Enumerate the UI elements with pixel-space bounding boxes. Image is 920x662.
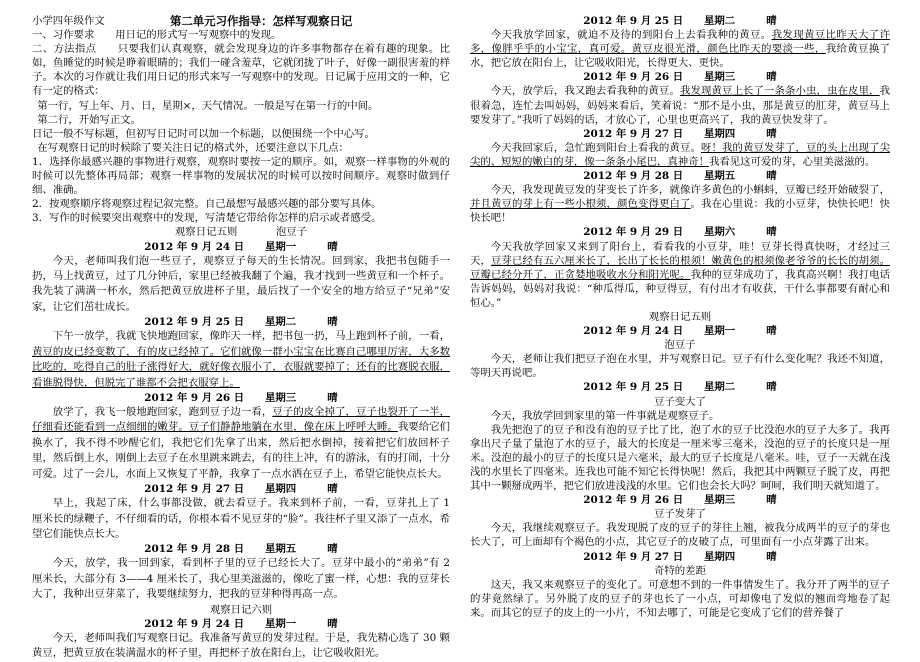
document-header — [32, 14, 450, 28]
entry-text — [470, 84, 890, 126]
entry-text-underlined: 豆子的皮全掉了，豆子也裂开了一半，仔细看还能看到一点细细的嫩芽。豆子们静静地躺在水里，像在床上呼呼大睡。 — [32, 406, 451, 434]
entry-text-underlined: 黄豆的皮已经变数了，有的皮已经掉了。它们就像一群小宝宝在比赛自己哪里厉害，大多数比吃的，吃得自己的肚子涨得好大，就好像衣服小了，衣服就要掉了；还有的比赛脱衣服，看谁脱得快，但脱完了谁都不会把衣服穿上。 — [32, 345, 450, 389]
entry-date: 2012 年 9 月 25 日 星期二 晴 — [583, 381, 777, 394]
entry-text — [470, 28, 890, 70]
entry-date: 2012 年 9 月 25 日 星期二 晴 — [144, 316, 338, 329]
entry-subtitle: 奇特的差距 — [654, 564, 706, 577]
guide-format-line1: 第一行，写上年、月、日，星期×，天气情况。一般是写在第一行的中间。 — [37, 99, 379, 112]
entry-text-plain: 今天我放学回家，就迫不及待的到阳台上去看我种的黄豆。 — [490, 29, 772, 42]
entry-text: 这天，我又来观察豆子的变化了。可意想不到的一件事情发生了。我分开了两半的豆子的芽竟然绿了。另外脱了皮的豆子的芽也长了一小点，可却像电了发似的翘而弯地卷了起来。而其它的豆子的皮上的一小片，不知去哪了，可能是它变成了它们的营养餐了 — [470, 578, 890, 619]
next-diary-heading: 观察日记六则 — [209, 603, 273, 616]
entry-date: 2012 年 9 月 25 日 星期二 晴 — [583, 15, 777, 27]
entry-date: 2012 年 9 月 24 日 星期一 晴 — [144, 240, 338, 253]
entry-subtitle: 豆子发芽了 — [654, 508, 706, 521]
entry-text-plain: 放学了，我飞一般地跑回家，跑到豆子边一看， — [52, 406, 273, 419]
entry-text — [470, 240, 890, 310]
entry-text: 今天，老师叫我们泡一些豆子，观察豆子每天的生长情况。回到家，我把书包随手一扔，马上找黄豆，过了几分钟后，家里已经被我翻了个遍，我才找到一些黄豆和一个杯子。我先装了满满一杯水，然后把黄豆放进杯子里，最后找了一个安全的地方给豆子“兄弟”安家，让它们茁壮成长。 — [32, 254, 450, 313]
entry-date: 2012 年 9 月 29 日 星期六 晴 — [583, 226, 777, 239]
page-title: 第二单元习作指导：怎样写观察日记 — [170, 14, 353, 28]
entry-text: 今天，老师让我们把豆子泡在水里，并写观察日记。豆子有什么变化呢？我还不知道，等明天再说吧。 — [470, 353, 890, 380]
entry-date: 2012 年 9 月 26 日 星期三 晴 — [583, 71, 777, 84]
right-column — [470, 14, 890, 620]
entry-text-rest: 。我在心里说：我的小豆芽，快快长吧！快快长吧！ — [470, 198, 891, 225]
entry-text-underlined: 呀！我的黄豆发芽了，豆的头上出现了尖尖的、短短的嫩白的芽，像一条条小尾巴，真神奇！ — [470, 141, 891, 168]
entry-text: 我先把泡了的豆子和没有泡的豆子比了比，泡了水的豆子比没泡水的豆子大多了。我再拿出尺子量了量泡了水的豆子，最大的长度是一厘米零三毫米，没泡的豆子的长度只是一厘米。没泡的最小的豆子的长度只是六毫米，最大的豆子长度是八毫米。哇，豆子一天就在浅浅的水里长了四毫米。连我也可能不知它长得快呢！然后，我把其中两颗豆子脱了皮，再把其中一颗掰成两半，把它们放进浅浅的水里。它们也会长大吗？呵呵，我们明天就知道了。 — [470, 423, 890, 493]
entry-subtitle: 豆子变大了 — [654, 395, 706, 408]
guide-attention: 在写观察日记的时候除了要关注日记的格式外，还要注意以下几点： — [37, 141, 349, 154]
entry-text-underlined: 并且黄豆的芽上有一些小根须，颜色变得更白了 — [470, 198, 691, 211]
entry-text-rest: 我看见这可爱的芽，心里美滋滋的。 — [708, 155, 876, 168]
guide-point-1: 1．选择你最感兴趣的事物进行观察，观察时要按一定的顺序。如，观察一样事物的外观的时候可以先整体再局部；观察一样事物的发展状况的时候可以按时间顺序。观察时做到仔细、准确。 — [32, 155, 450, 197]
grade-label: 小学四年级作文 — [32, 15, 105, 27]
entry-date: 2012 年 9 月 26 日 星期三 晴 — [144, 391, 338, 404]
entry-text: 早上，我起了床，什么事都没做，就去看豆子。我来到杯子前，一看，豆芽扎上了 1 厘米长的绿鞭子，不仔细看的话，你根本看不见豆芽的“脸”。我往杯子里又添了一点水，希望它们能快点长大。 — [32, 497, 450, 540]
entry-date: 2012 年 9 月 27 日 星期四 晴 — [583, 550, 777, 563]
entry-text-rest: 我种的豆芽成功了，我真高兴啊！我打电话告诉妈妈，妈妈对我说：“种瓜得瓜，种豆得豆，有付出才有收获，干什么事都要有耐心和恒心。” — [470, 268, 891, 309]
entry-date: 2012 年 9 月 24 日 星期一 晴 — [583, 325, 777, 338]
entry-text-plain: 今天，放学后，我又跑去看我种的黄豆。 — [490, 85, 680, 98]
entry-text-plain: 今天我回家后，急忙跑到阳台上看我的黄豆。 — [490, 141, 701, 154]
entry-date: 2012 年 9 月 28 日 星期五 晴 — [144, 543, 338, 556]
diary-heading-text: 观察日记五则 — [174, 226, 238, 239]
guide-format-line2: 第二行，开始写正文。 — [37, 113, 142, 126]
entry-text-rest: 我要给它们换水了，我不得不吵醒它们，我把它们先拿了出来，然后把水倒掉，接着把它们放回杯子里，然后倒上水，刚倒上去豆子在水里跳来跳去，有的往上冲，有的游泳，有的打闹，十分可爱。过了一会儿，水面上又恢复了平静，我拿了一点水洒在豆子上，希望它能快点长大。 — [32, 421, 451, 480]
entry-text — [32, 329, 450, 391]
entry-text: 今天，老师叫我们写观察日记。我准备写黄豆的发芽过程。于是，我先精心选了 30 颗黄豆，把黄豆放在装满温水的杯子里，再把杯子放在阳台上，让它吸收阳光。 — [32, 631, 450, 660]
guide-method: 二、方法指点 只要我们认真观察，就会发现身边的许多事物都存在着有趣的现象。比如，鱼睡觉的时候是睁着眼睛的；我们一碰含羞草，它就闭拢了叶子，好像一副很害羞的样子。本次的习作就让我们用日记的形式来写一写观察中的发现。日记属于应用文的一种，它有一定的格式： — [32, 43, 450, 98]
entry-text-plain: 今天，我发现黄豆发的芽变长了许多，就像许多黄色的小蝌蚪，豆瓣已经开始破裂了， — [490, 184, 890, 197]
entry-text-plain: 今天我放学回家又来到了阳台上，看看我的小豆芽，哇！豆芽长得真快呀，才经过三天， — [470, 240, 890, 267]
entry-date: 2012 年 9 月 26 日 星期三 晴 — [583, 494, 777, 507]
entry-text: 今天，我继续观察豆子。我发现脱了皮的豆子的芽往上翘，被我分成两半的豆子的芽也长大了，可上面却有个褐色的小点，其它豆子的皮破了点，可里面有一小点芽露了出来。 — [470, 522, 890, 549]
guide-requirement: 一、习作要求 用日记的形式写一写观察中的发现。 — [32, 29, 282, 42]
entry-text-underlined: 我发现黄豆比昨天大了许多，像胖乎乎的小宝宝，真可爱。黄豆皮很光滑，颜色比昨天的要淡一些， — [470, 29, 891, 56]
entry-date: 2012 年 9 月 28 日 星期五 晴 — [583, 170, 777, 183]
guide-title-note: 日记一般不写标题，但初写日记时可以加一个标题，以便围绕一个中心写。 — [32, 127, 375, 140]
entry-date: 2012 年 9 月 24 日 星期一 晴 — [144, 617, 338, 630]
entry-date: 2012 年 9 月 27 日 星期四 晴 — [583, 127, 777, 140]
entry-text-rest: 我给黄豆换了水，把它放在阳台上，让它吸收阳光，长得更大、更快。 — [470, 43, 891, 70]
entry-date: 2012 年 9 月 27 日 星期四 晴 — [144, 483, 338, 496]
diary-heading — [32, 225, 450, 239]
entry-text — [32, 405, 450, 482]
diary2-heading: 观察日记五则 — [648, 310, 712, 323]
left-column — [32, 14, 450, 662]
entry-text — [470, 183, 890, 225]
diary-subject: 泡豆子 — [275, 226, 308, 239]
entry-text: 今天，放学，我一回到家，看到杯子里的豆子已经长大了。豆芽中最小的“弟弟”有 2 厘米长，大部分有 3——4 厘米长了，我心里美滋滋的，像吃了蜜一样，心想：我的豆芽长大了，我种出豆芽菜了，我要继续努力，把我的豆芽种得再高一点。 — [32, 557, 450, 601]
entry-text — [470, 141, 890, 169]
entry-text-plain: 下午一放学，我就飞快地跑回家，像昨天一样，把书包一扔，马上跑到杯子前，一看， — [52, 330, 450, 343]
entry-text-rest: 我很着急，连忙去叫妈妈，妈妈来看后，笑着说：“那不是小虫，那是黄豆的肛芽，黄豆马上要发芽了。”我听了妈妈的话，才放心了，心里也更高兴了，我的黄豆快发芽了。 — [470, 85, 891, 126]
guide-point-3: 3．写作的时候要突出观察中的发现，写清楚它带给你怎样的启示或者感受。 — [32, 212, 382, 225]
entry-text: 今天，我放学回到家里的第一件事就是观察豆子。 — [490, 409, 720, 422]
entry-text-underlined: 我发现黄豆上长了一条条小虫，虫在皮里， — [679, 85, 880, 98]
entry-subtitle: 泡豆子 — [664, 339, 696, 352]
guide-point-2: 2．按观察顺序将观察过程记叙完整。自己最想写最感兴趣的部分要写具体。 — [32, 198, 382, 211]
entry-text-underlined: 豆芽已经有五六厘米长了，长出了长长的根须！嫩黄色的根须像老爷爷的长长的胡须。豆瓣已经分开了，正贪婪地吸收水分和阳光呢。 — [470, 254, 891, 281]
